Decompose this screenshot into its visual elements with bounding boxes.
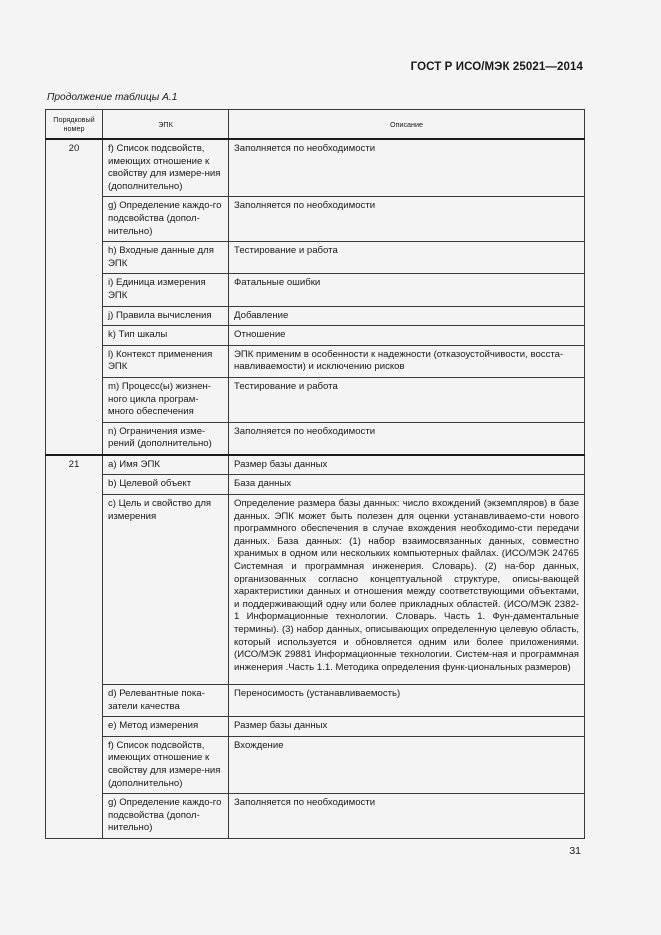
description-cell: Заполняется по необходимости [229, 139, 585, 197]
table-row [46, 736, 585, 793]
description-cell: ЭПК применим в особенности к надежности (отказоустойчивости, восста-навливаемости) и исключению рисков [229, 345, 585, 377]
row-number: 20 [46, 139, 103, 455]
table-row [46, 455, 585, 475]
description-cell: Заполняется по необходимости [229, 794, 585, 839]
description-cell: Определение размера базы данных: число вхождений (экземпляров) в базе данных. ЭПК может быть полезен для оценки устанавливаемо-сти нового программного обеспечения в случае вхождения необходимо-сти передачи данных. База данных: (1) набор взаимосвязанных данных, совместно хранимых в одном или нескольких компьютерных файлах. (ИСО/МЭК 24765 Системная и программная инженерия. Словарь). (2) на-бор данных, организованных согласно концептуальной структуре, описы-вающей характеристики данных и отношения между соответствующими объектами, и поддерживающий одну или более прикладных областей. (ИСО/МЭК 2382-1 Информационные технологии. Словарь. Часть 1. Фун-даментальные термины). (3) набор данных, описывающих определенную целевую область, который используется и обновляется одним или более приложениями. (ИСО/МЭК 29881 Информационные технологии. Систем-ная и программная инженерия .Часть 1.1. Методика определения функ-циональных размеров) [229, 495, 585, 685]
standard-header: ГОСТ Р ИСО/МЭК 25021—2014 [410, 61, 583, 73]
table-row [46, 685, 585, 717]
table-row [46, 242, 585, 274]
description-cell: Размер базы данных [229, 455, 585, 475]
epk-cell: g) Определение каждо-го подсвойства (допол-нительно) [103, 794, 229, 839]
description-cell: База данных [229, 475, 585, 495]
epk-cell: b) Целевой объект [103, 475, 229, 495]
description-cell: Тестирование и работа [229, 377, 585, 422]
table-row [46, 139, 585, 197]
epk-cell: n) Ограничения изме-рений (дополнительно) [103, 422, 229, 455]
table-caption: Продолжение таблицы А.1 [47, 92, 178, 103]
table-row [46, 306, 585, 326]
epk-cell: e) Метод измерения [103, 717, 229, 737]
table-row [46, 274, 585, 306]
epk-cell: f) Список подсвойств, имеющих отношение к свойству для измере-ния (дополнительно) [103, 736, 229, 793]
description-cell: Фатальные ошибки [229, 274, 585, 306]
table-row [46, 326, 585, 346]
epk-cell: i) Единица измерения ЭПК [103, 274, 229, 306]
table-row [46, 377, 585, 422]
description-cell: Добавление [229, 306, 585, 326]
table-row [46, 475, 585, 495]
header-epk: ЭПК [103, 110, 229, 140]
epk-cell: f) Список подсвойств, имеющих отношение к свойству для измере-ния (дополнительно) [103, 139, 229, 197]
header-number: Порядковый номер [46, 110, 103, 140]
epk-cell: g) Определение каждо-го подсвойства (допол-нительно) [103, 197, 229, 242]
description-cell: Переносимость (устанавливаемость) [229, 685, 585, 717]
description-cell: Заполняется по необходимости [229, 422, 585, 455]
row-number: 21 [46, 455, 103, 839]
description-cell: Отношение [229, 326, 585, 346]
epk-cell: j) Правила вычисления [103, 306, 229, 326]
epk-cell: m) Процесс(ы) жизнен-ного цикла програм-много обеспечения [103, 377, 229, 422]
table-header-row [46, 110, 585, 140]
epk-cell: k) Тип шкалы [103, 326, 229, 346]
epk-cell: d) Релевантные пока-затели качества [103, 685, 229, 717]
table-row [46, 495, 585, 685]
epk-cell: c) Цель и свойство для измерения [103, 495, 229, 685]
epk-cell: a) Имя ЭПК [103, 455, 229, 475]
table-row [46, 345, 585, 377]
description-cell: Вхождение [229, 736, 585, 793]
epk-cell: l) Контекст применения ЭПК [103, 345, 229, 377]
header-description: Описание [229, 110, 585, 140]
epk-cell: h) Входные данные для ЭПК [103, 242, 229, 274]
table-row [46, 717, 585, 737]
description-cell: Тестирование и работа [229, 242, 585, 274]
description-cell: Размер базы данных [229, 717, 585, 737]
page-number: 31 [569, 845, 581, 857]
table-row [46, 794, 585, 839]
requirements-table [45, 109, 585, 839]
table-row [46, 197, 585, 242]
table-row [46, 422, 585, 455]
description-cell: Заполняется по необходимости [229, 197, 585, 242]
